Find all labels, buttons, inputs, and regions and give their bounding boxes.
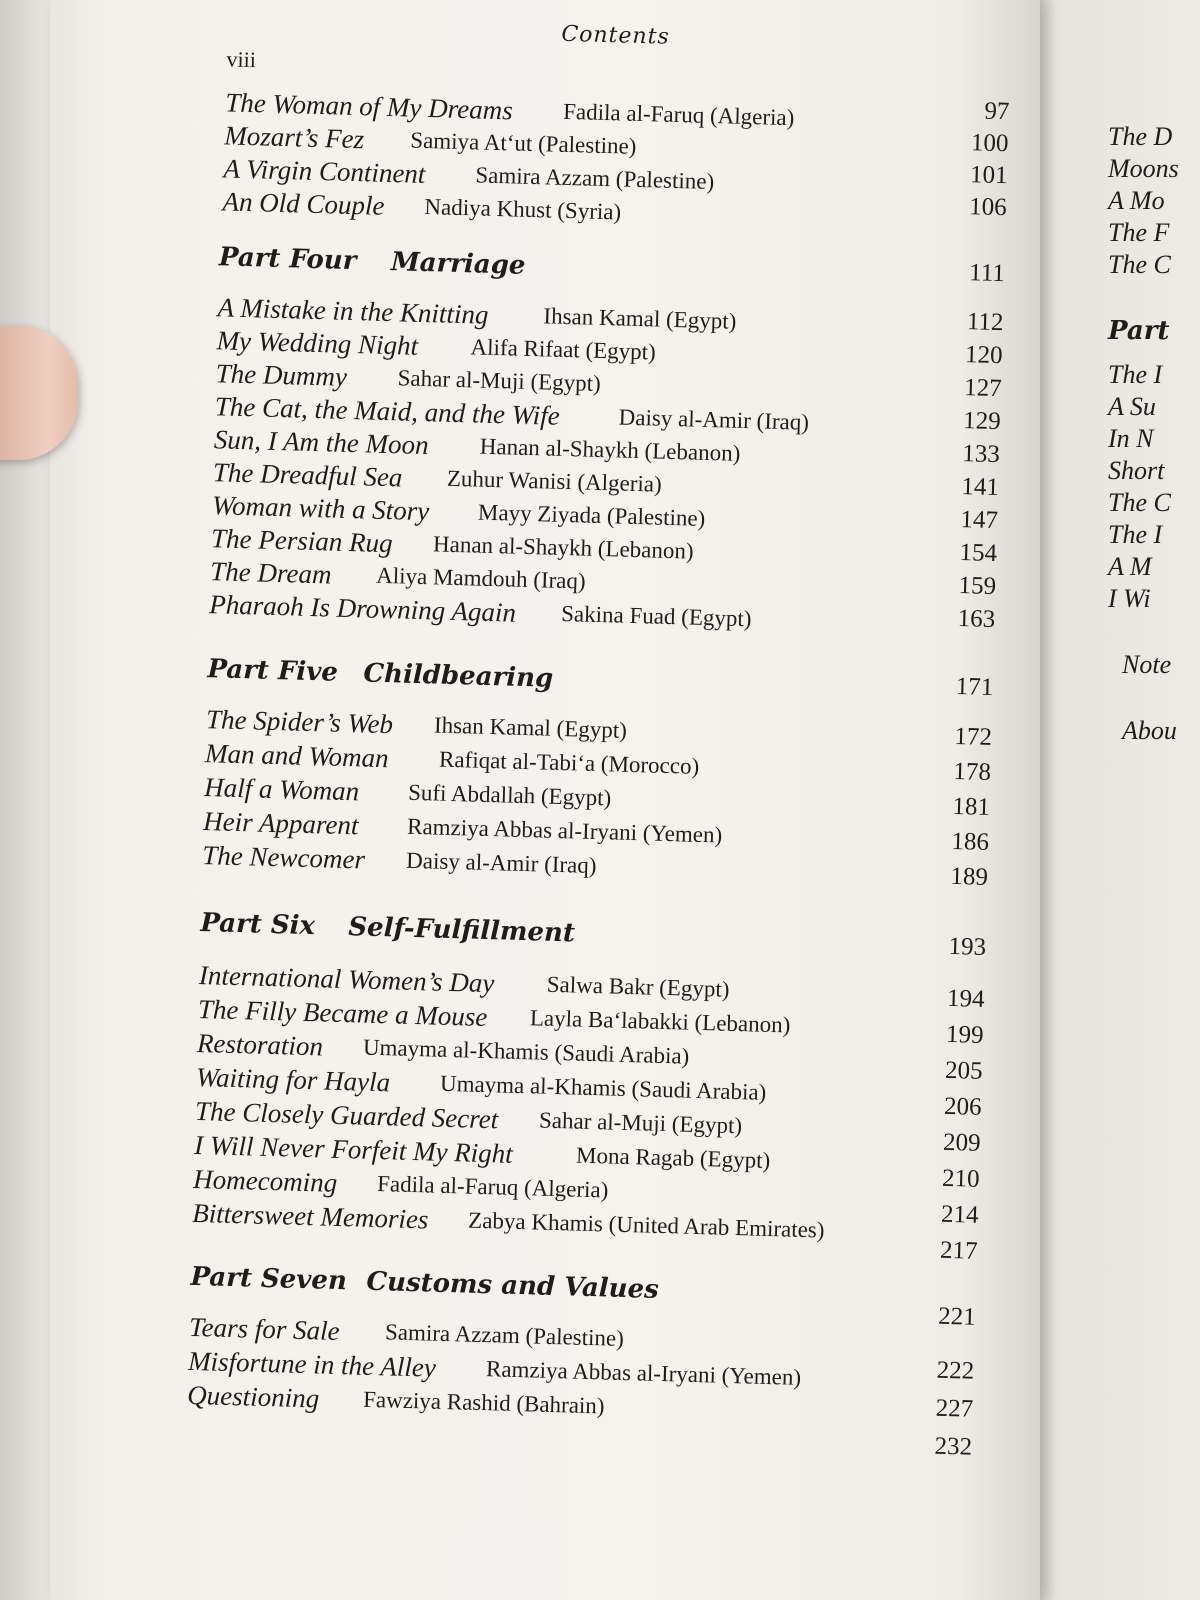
page-number: 178 (953, 757, 992, 787)
facing-line: The I (1108, 520, 1163, 549)
part-page-number: 111 (968, 259, 1006, 288)
story-title: International Women’s Day (198, 959, 495, 999)
story-author: Umayma al-Khamis (Saudi Arabia) (362, 1034, 690, 1069)
page-number: 141 (961, 473, 1000, 502)
facing-line: Note (1122, 650, 1172, 679)
toc-entry (224, 87, 795, 131)
toc-entry (203, 772, 612, 811)
facing-line: The I (1108, 360, 1163, 389)
page-number: 129 (962, 407, 1002, 436)
story-title: I Will Never Forfeit My Right (193, 1129, 514, 1169)
story-author: Sahar al-Muji (Egypt) (538, 1107, 743, 1139)
page-number: 222 (936, 1356, 975, 1385)
toc-entry (188, 1311, 625, 1351)
story-title: Questioning (186, 1379, 320, 1414)
story-title: Half a Woman (203, 772, 360, 807)
page-number: 214 (940, 1200, 979, 1229)
part-page-number: 193 (948, 932, 987, 961)
story-title: Heir Apparent (202, 806, 359, 841)
story-author: Fadila al-Faruq (Algeria) (376, 1171, 609, 1203)
story-author: Sakina Fuad (Egypt) (560, 600, 752, 632)
toc-entry (210, 523, 694, 564)
toc-entry (211, 490, 706, 531)
page-number: 209 (942, 1128, 981, 1157)
page-folio: viii (226, 46, 257, 73)
page-number: 112 (966, 308, 1004, 337)
part-label: Part Seven (190, 1261, 348, 1297)
page-number: 163 (957, 605, 996, 634)
page-number: 210 (941, 1164, 980, 1193)
story-title: Tears for Sale (188, 1311, 341, 1347)
story-author: Fadila al-Faruq (Algeria) (562, 98, 795, 131)
facing-line: The C (1108, 488, 1171, 517)
story-title: Man and Woman (204, 738, 390, 774)
page-number: 101 (969, 161, 1008, 190)
toc-entry (192, 1163, 609, 1203)
story-title: Bittersweet Memories (191, 1197, 429, 1235)
story-author: Ihsan Kamal (Egypt) (433, 712, 628, 743)
page-number: 199 (945, 1020, 984, 1049)
toc-entry (194, 1095, 743, 1139)
story-author: Hanan al-Shaykh (Lebanon) (432, 531, 694, 564)
story-author: Ramziya Abbas al-Iryani (Yemen) (406, 813, 723, 848)
story-author: Zuhur Wanisi (Algeria) (446, 465, 663, 497)
part-page-number: 171 (955, 673, 994, 702)
story-author: Hanan al-Shaykh (Lebanon) (479, 433, 741, 466)
toc-entry (196, 1027, 690, 1069)
page-number: 227 (935, 1394, 974, 1423)
facing-line: Short (1108, 456, 1165, 485)
toc-entry (193, 1129, 771, 1174)
part-label: Part Six (200, 908, 316, 942)
page-number: 106 (968, 193, 1008, 222)
story-title: A Mistake in the Knitting (217, 292, 489, 330)
toc-entry (215, 358, 602, 396)
part-name: Self-Fulfillment (347, 912, 576, 949)
story-author: Mayy Ziyada (Palestine) (477, 499, 706, 531)
part-label: Part Four (218, 242, 357, 277)
story-title: A Virgin Continent (223, 153, 426, 189)
story-author: Sahar al-Muji (Egypt) (397, 365, 602, 396)
story-title: The Woman of My Dreams (224, 87, 514, 126)
page-number: 120 (964, 341, 1003, 370)
facing-line: A Mo (1108, 186, 1165, 215)
page-number: 100 (970, 129, 1009, 158)
story-title: My Wedding Night (216, 325, 419, 361)
facing-page (1036, 0, 1200, 1600)
story-author: Rafiqat al-Tabi‘a (Morocco) (438, 746, 700, 779)
story-author: Aliya Mamdouh (Iraq) (375, 562, 586, 594)
story-title: The Newcomer (201, 840, 366, 875)
toc-entry (191, 1197, 825, 1243)
facing-line: A Su (1108, 392, 1156, 421)
facing-line: The C (1108, 250, 1171, 279)
part-name: Childbearing (363, 658, 554, 694)
toc-entry (204, 738, 700, 779)
story-author: Salwa Bakr (Egypt) (546, 971, 730, 1002)
story-title: The Closely Guarded Secret (194, 1095, 499, 1135)
story-author: Samira Azzam (Palestine) (475, 162, 715, 195)
facing-line: The F (1108, 218, 1170, 247)
running-head: Contents (561, 21, 671, 50)
story-title: Pharaoh Is Drowning Again (208, 589, 517, 628)
story-author: Nadiya Khust (Syria) (424, 193, 622, 225)
story-title: Woman with a Story (211, 490, 430, 527)
toc-entry (214, 391, 810, 435)
toc-entry (201, 840, 597, 879)
story-author: Daisy al-Amir (Iraq) (405, 847, 597, 879)
toc-entry (216, 325, 657, 365)
story-title: The Dummy (215, 358, 348, 392)
story-title: The Dreadful Sea (212, 457, 403, 493)
toc-entry (223, 153, 715, 195)
story-author: Sufi Abdallah (Egypt) (407, 779, 612, 811)
part-label: Part Five (207, 654, 339, 688)
part-page-number: 221 (937, 1302, 977, 1331)
toc-entry (222, 186, 622, 225)
story-author: Samiya At‘ut (Palestine) (410, 127, 637, 159)
toc-entry (202, 806, 723, 848)
story-author: Umayma al-Khamis (Saudi Arabia) (439, 1070, 767, 1105)
page-number: 205 (944, 1056, 983, 1085)
story-title: An Old Couple (222, 186, 385, 221)
page-number: 133 (961, 440, 1001, 469)
page-number: 232 (934, 1432, 973, 1461)
story-author: Mona Ragab (Egypt) (575, 1142, 771, 1174)
toc-entry (205, 704, 628, 743)
story-author: Zabya Khamis (United Arab Emirates) (467, 1207, 825, 1243)
page-number: 186 (951, 827, 990, 856)
story-title: Homecoming (192, 1163, 338, 1198)
facing-line: I Wi (1108, 584, 1151, 613)
toc-entry (213, 424, 741, 466)
story-author: Layla Ba‘labakki (Lebanon) (529, 1005, 791, 1038)
page-number: 194 (946, 984, 985, 1013)
toc-entry (209, 556, 586, 594)
page-number: 154 (959, 539, 998, 568)
toc-entry (187, 1345, 802, 1390)
story-title: Misfortune in the Alley (187, 1345, 437, 1383)
story-title: The Filly Became a Mouse (197, 993, 488, 1033)
toc-entry (197, 993, 791, 1038)
page-number: 159 (958, 572, 997, 601)
story-author: Fawziya Rashid (Bahrain) (362, 1386, 605, 1419)
page-number: 147 (960, 506, 999, 535)
story-author: Daisy al-Amir (Iraq) (618, 404, 810, 435)
page-number: 217 (939, 1236, 978, 1265)
facing-line: Part (1108, 316, 1170, 346)
story-title: The Dream (209, 556, 332, 590)
facing-line: Abou (1122, 716, 1177, 745)
story-author: Alifa Rifaat (Egypt) (470, 334, 657, 365)
facing-line: Moons (1108, 154, 1179, 183)
toc-entry (208, 589, 752, 632)
story-title: The Spider’s Web (205, 704, 394, 740)
story-title: Sun, I Am the Moon (213, 424, 430, 461)
toc-entry (198, 959, 730, 1002)
story-title: The Persian Rug (210, 523, 394, 559)
story-title: Waiting for Hayla (195, 1061, 391, 1098)
page-number: 181 (952, 792, 991, 822)
page-number: 127 (963, 374, 1003, 403)
toc-entry (224, 120, 637, 159)
part-name: Customs and Values (366, 1266, 660, 1305)
page-number: 172 (954, 722, 993, 752)
story-author: Samira Azzam (Palestine) (384, 1319, 625, 1351)
toc-entry (195, 1061, 767, 1105)
page-number: 206 (943, 1092, 982, 1121)
story-title: The Cat, the Maid, and the Wife (214, 391, 561, 431)
story-author: Ihsan Kamal (Egypt) (543, 303, 737, 334)
page-number: 97 (984, 97, 1010, 126)
facing-line: A M (1108, 552, 1152, 581)
toc-entry (212, 457, 663, 497)
facing-line: In N (1108, 424, 1154, 453)
toc-entry (217, 292, 737, 334)
page-number: 189 (950, 862, 989, 891)
facing-line: The D (1108, 122, 1173, 151)
toc-entry (186, 1379, 605, 1419)
story-title: Restoration (196, 1027, 324, 1062)
part-name: Marriage (390, 247, 526, 281)
story-title: Mozart’s Fez (224, 120, 365, 155)
story-author: Ramziya Abbas al-Iryani (Yemen) (485, 1356, 802, 1390)
